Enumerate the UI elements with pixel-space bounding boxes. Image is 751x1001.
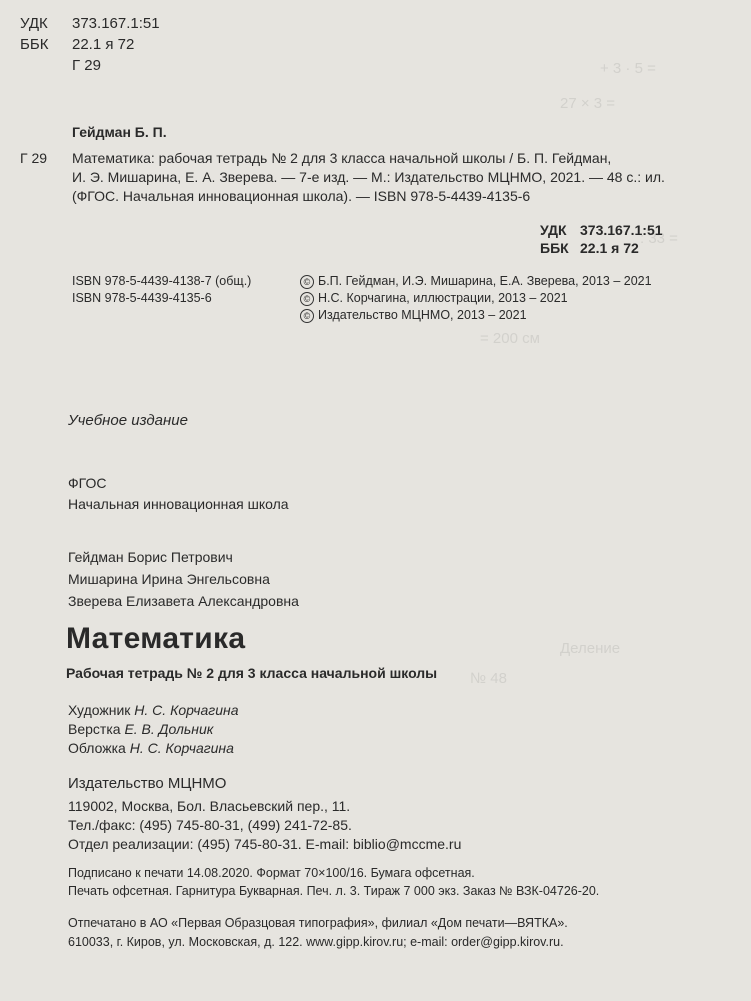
copyright-icon: © bbox=[300, 292, 314, 306]
printer-line-2: 610033, г. Киров, ул. Московская, д. 122. www.gipp.kirov.ru; e-mail: order@gipp.kirov.ru. bbox=[68, 935, 564, 949]
isbn-volume: ISBN 978-5-4439-4135-6 bbox=[72, 291, 212, 305]
series-line-1: ФГОС bbox=[68, 475, 107, 491]
biblio-line-1: Математика: рабочая тетрадь № 2 для 3 класса начальной школы / Б. П. Гейдман, bbox=[72, 150, 612, 166]
print-info-1: Подписано к печати 14.08.2020. Формат 70×100/16. Бумага офсетная. bbox=[68, 866, 475, 880]
series-line-2: Начальная инновационная школа bbox=[68, 496, 289, 512]
biblio-line-2: И. Э. Мишарина, Е. А. Зверева. — 7-е изд. — М.: Издательство МЦНМО, 2021. — 48 с.: ил. bbox=[72, 169, 665, 185]
udk2-label: УДК bbox=[540, 222, 567, 238]
bbk-value: 22.1 я 72 bbox=[72, 36, 135, 53]
credit-name: Е. В. Дольник bbox=[124, 721, 214, 737]
credit-artist bbox=[68, 701, 238, 719]
credit-name: Н. С. Корчагина bbox=[129, 740, 234, 756]
bbk-label: ББК bbox=[20, 36, 49, 53]
credit-role: Верстка bbox=[68, 721, 121, 737]
isbn-general: ISBN 978-5-4439-4138-7 (общ.) bbox=[72, 274, 252, 288]
credit-cover bbox=[68, 739, 234, 757]
credit-role: Обложка bbox=[68, 740, 126, 756]
credit-name: Н. С. Корчагина bbox=[134, 702, 239, 718]
bbk2-value: 22.1 я 72 bbox=[580, 240, 639, 256]
copyright-text-2: Н.С. Корчагина, иллюстрации, 2013 – 2021 bbox=[318, 291, 568, 305]
udk-label: УДК bbox=[20, 15, 48, 32]
udk-line-2 bbox=[540, 221, 663, 239]
copyright-line-2 bbox=[300, 290, 568, 306]
publisher-address: 119002, Москва, Бол. Власьевский пер., 11. bbox=[68, 798, 351, 814]
author-3: Зверева Елизавета Александровна bbox=[68, 593, 299, 609]
bbk2-label: ББК bbox=[540, 240, 569, 256]
copyright-icon: © bbox=[300, 275, 314, 289]
book-subtitle: Рабочая тетрадь № 2 для 3 класса начальной школы bbox=[66, 665, 438, 681]
bbk-line-2 bbox=[540, 239, 639, 257]
imprint-page: + 3 · 5 = 27 × 3 = : 33 = = 200 см Деление № 48 УДК 373.167.1:51 ББК 22.1 я 72 Г 29 Гейдман Б. П. Г 29 Математика: рабочая тетрадь № 2 для 3 класса начальной школы / Б. П. Гейдман, И. Э. Мишарина, Е. А. Зверева. — 7-е изд. — М.: Издательство МЦНМО, 2021. — 48 с.: ил. (ФГОС. Начальная инновационная школа). — ISBN 978-5-4439-4135-6 УДК 373.167.1:51 ББК 22.1 я 72 ISBN 978-5-4439-4138-7 (общ.) ISBN 978-5-4439-4135-6 © Б.П. Гейдман, И.Э. Мишарина, Е.А. Зверева, 2013 – 2021 © Н.С. Корчагина, иллюстрации, 2013 – 2021 © Издательство МЦНМО, 2013 – 2021 Учебное издание ФГОС Начальная инновационная школа Гейдман Борис Петрович Мишарина Ирина Энгельсовна Зверева Елизавета Александровна Математика Рабочая тетрадь № 2 для 3 класса начальной школы Художник Н. С. Корчагина Верстка Е. В. Дольник Обложка Н. С. Корчагина Издательство МЦНМО 119002, Москва, Бол. Власьевский пер., 11. Тел./факс: (495) 745-80-31, (499) 241-72-85. Отдел реализации: (495) 745-80-31. E-mail: biblio@mccme.ru Подписано к печати 14.08.2020. Формат 70×100/16. Бумага офсетная. Печать офсетная. Гарнитура Букварная. Печ. л. 3. Тираж 7 000 экз. Заказ № ВЗК-04726-20. Отпечатано в АО «Первая Образцовая типография», филиал «Дом печати—ВЯТКА». 610033, г. Киров, ул. Московская, д. 122. www.gipp.kirov.ru; e-mail: order@gipp.kirov.ru. bbox=[20, 15, 678, 949]
publisher-name: Издательство МЦНМО bbox=[68, 775, 227, 792]
biblio-line-3: (ФГОС. Начальная инновационная школа). — ISBN 978-5-4439-4135-6 bbox=[72, 188, 531, 204]
credit-role: Художник bbox=[68, 702, 131, 718]
publisher-phone: Тел./факс: (495) 745-80-31, (499) 241-72-85. bbox=[68, 817, 352, 833]
udk-value: 373.167.1:51 bbox=[72, 15, 160, 32]
credit-layout bbox=[68, 720, 213, 738]
copyright-text-1: Б.П. Гейдман, И.Э. Мишарина, Е.А. Зверева, 2013 – 2021 bbox=[318, 274, 652, 288]
bbk-line bbox=[20, 35, 134, 55]
copyright-text-3: Издательство МЦНМО, 2013 – 2021 bbox=[318, 308, 527, 322]
book-title: Математика bbox=[66, 622, 246, 655]
udk2-value: 373.167.1:51 bbox=[580, 222, 663, 238]
author-sign: Г 29 bbox=[72, 57, 101, 74]
print-info-2: Печать офсетная. Гарнитура Букварная. Печ. л. 3. Тираж 7 000 экз. Заказ № ВЗК-04726-20. bbox=[68, 884, 600, 898]
copyright-icon: © bbox=[300, 309, 314, 323]
printer-line-1: Отпечатано в АО «Первая Образцовая типография», филиал «Дом печати—ВЯТКА». bbox=[68, 916, 568, 930]
udk-line bbox=[20, 14, 160, 34]
author-2: Мишарина Ирина Энгельсовна bbox=[68, 571, 270, 587]
copyright-line-3 bbox=[300, 307, 527, 323]
copyright-line-1 bbox=[300, 273, 652, 289]
author-1: Гейдман Борис Петрович bbox=[68, 549, 233, 565]
author-heading: Гейдман Б. П. bbox=[72, 124, 167, 140]
publisher-sales: Отдел реализации: (495) 745-80-31. E-mail: biblio@mccme.ru bbox=[68, 836, 462, 852]
margin-code: Г 29 bbox=[20, 150, 48, 166]
edition-type: Учебное издание bbox=[68, 412, 188, 429]
